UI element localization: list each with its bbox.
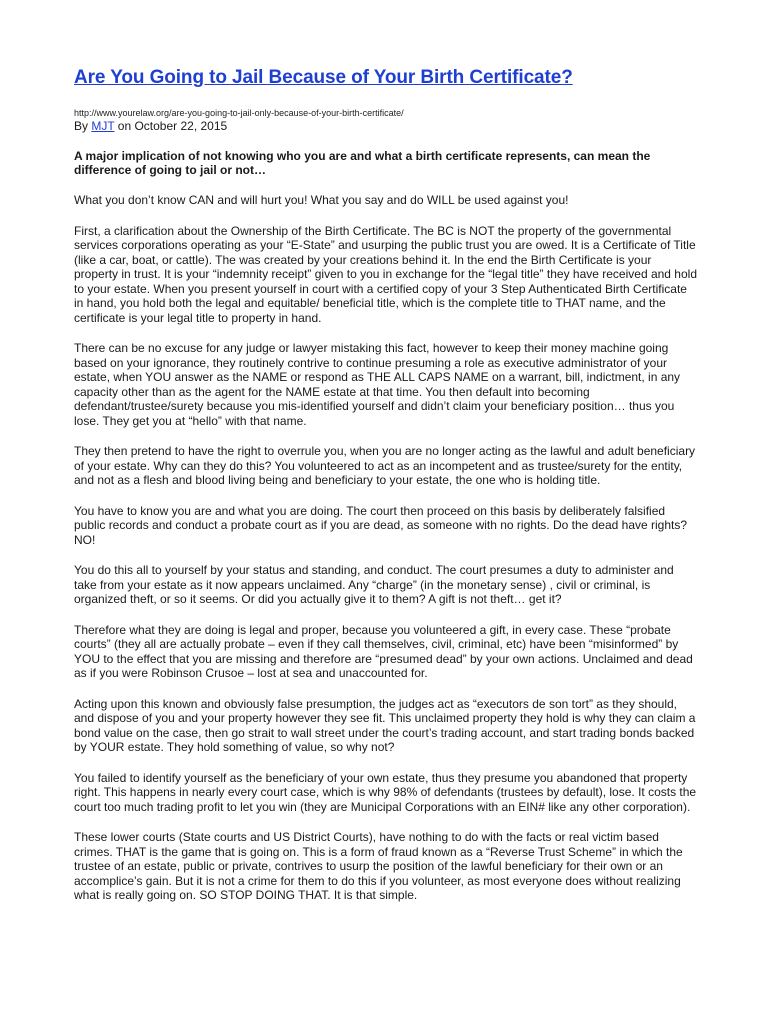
author-link[interactable]: MJT bbox=[91, 119, 115, 133]
source-url: http://www.yourelaw.org/are-you-going-to-jail-only-because-of-your-birth-certificate/ bbox=[74, 108, 404, 118]
paragraph-4: They then pretend to have the right to overrule you, when you are no longer acting as the lawful and adult beneficiary of your estate. Why can they do this? You volunteered to act as an incompetent and as trustee/surety for the entity, and not as a flesh and blood living being and beneficiary to your estate, the one who is holding title. bbox=[74, 444, 696, 487]
paragraph-5: You have to know you are and what you are doing. The court then proceed on this basis by deliberately falsified public records and conduct a probate court as if you are dead, as someone with no rights. Do the dead have rights? NO! bbox=[74, 503, 688, 547]
paragraph-2: First, a clarification about the Ownership of the Birth Certificate. The BC is NOT the property of the governmental services corporations operating as your “E-State” and usurping the public trust you are owed. It is a Certificate of Title (like a car, boat, or cattle). The was created by your creations behind it. In the end the Birth Certificate is your property in trust. It is your “indemnity receipt” given to you in exchange for the “legal title” they have received and hold to your estate. When you present yourself in court with a certified copy of your 3 Step Authenticated Birth Certificate in hand, you hold both the legal and equitable/ beneficial title, which is the complete title to THAT name, and the certificate is your legal title to property in hand. bbox=[74, 223, 697, 325]
paragraph-7: Therefore what they are doing is legal and proper, because you volunteered a gift, in every case. These “probate courts” (they all are actually probate – even if they call themselves, civil, criminal, etc) have been “misinformed” by YOU to the effect that you are missing and therefore are “presumed dead” by your own actions. Unclaimed and dead as if you were Robinson Crusoe – lost at sea and unaccounted for. bbox=[74, 622, 693, 680]
byline bbox=[74, 119, 698, 133]
lead-paragraph: A major implication of not knowing who you are and what a birth certificate represents, can mean the difference of going to jail or not… bbox=[74, 149, 651, 177]
paragraph-3: There can be no excuse for any judge or lawyer mistaking this fact, however to keep their money machine going based on your ignorance, they routinely contrive to continue presuming a role as executive administrator of your estate, when YOU answer as the NAME or respond as THE ALL CAPS NAME on a warrant, bill, indictment, in any capacity other than as the agent for the NAME estate at that time. You then default into becoming defendant/trustee/surety because you mis-identified yourself and didn’t claim your beneficiary position… thus you lose. They get you at “hello” with that name. bbox=[74, 341, 681, 428]
byline-prefix: By bbox=[74, 119, 92, 133]
article-title-link[interactable]: Are You Going to Jail Because of Your Birth Certificate? bbox=[74, 67, 573, 88]
paragraph-9: You failed to identify yourself as the beneficiary of your own estate, thus they presume you abandoned that property right. This happens in nearly every court case, which is why 98% of defendants (trustees by default), lose. It costs the court too much trading profit to let you win (they are Municipal Corporations with an EIN# like any other corporation). bbox=[74, 770, 697, 814]
paragraph-1: What you don’t know CAN and will hurt you! What you say and do WILL be used against you! bbox=[74, 193, 569, 207]
byline-date: on October 22, 2015 bbox=[114, 119, 228, 133]
paragraph-6: You do this all to yourself by your status and standing, and conduct. The court presumes a duty to administer and take from your estate as it now appears unclaimed. Any “charge” (in the monetary sense) , civil or criminal, is organized theft, or so it seems. Or did you actually give it to them? A gift is not theft… get it? bbox=[74, 563, 674, 606]
paragraph-10: These lower courts (State courts and US District Courts), have nothing to do with the facts or real victim based crimes. THAT is the game that is going on. This is a form of fraud known as a “Reverse Trust Scheme” in which the trustee of an estate, public or private, contrives to usurp the position of the lawful beneficiary for their own or an accomplice’s gain. But it is not a crime for them to do this if you volunteer, as most everyone does without realizing what is really going on. SO STOP DOING THAT. It is that simple. bbox=[74, 830, 683, 902]
paragraph-8: Acting upon this known and obviously false presumption, the judges act as “executors de son tort” as they should, and dispose of you and your property however they see fit. This unclaimed property they hold is why they can claim a bond value on the case, then go strait to wall street under the court’s trading account, and start trading bonds backed by YOUR estate. They hold something of value, so why not? bbox=[74, 696, 696, 754]
